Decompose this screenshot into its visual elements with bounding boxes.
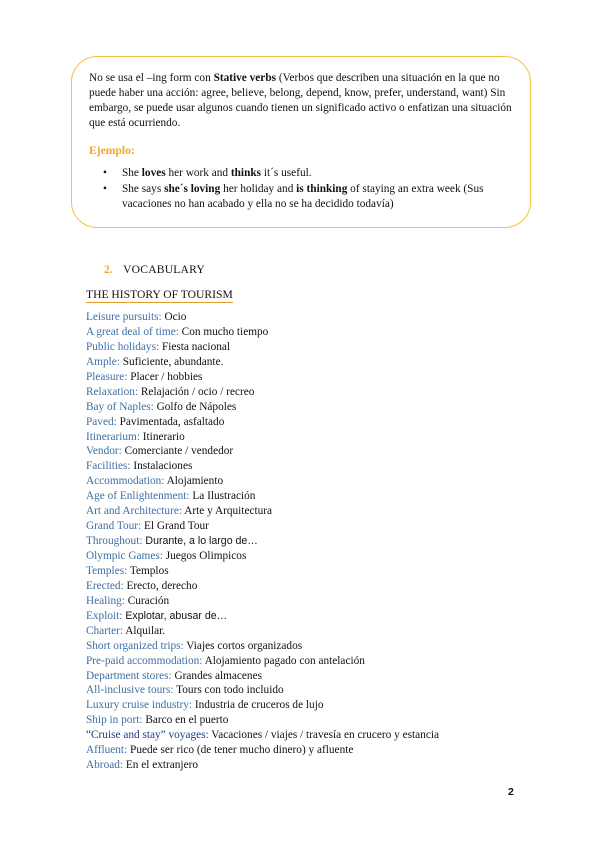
section-title: VOCABULARY xyxy=(123,263,205,276)
note-text-2: (Verbos que describen una situación en la que no puede haber una acción: agree, believe, belong, depend, know, prefer, understand, want) Sin embargo, se puede usar algunos cuando tienen un significado activo o enfatizan una situación que está ocurriendo. xyxy=(89,72,512,129)
vocabulary-term: Paved: xyxy=(86,415,117,428)
stative-verbs-term: Stative verbs xyxy=(213,72,276,84)
ex1-bold-d: thinks xyxy=(230,167,262,179)
vocabulary-term: Relaxation: xyxy=(86,385,139,398)
vocabulary-term: Abroad: xyxy=(86,759,124,772)
vocabulary-term: Ample: xyxy=(86,355,120,368)
note-text-1: No se usa el –ing form con xyxy=(89,72,214,84)
vocabulary-definition: Puede ser rico (de tener mucho dinero) y afluente xyxy=(127,744,354,757)
section-heading xyxy=(104,263,205,276)
vocabulary-definition: Industria de cruceros de lujo xyxy=(192,699,324,712)
vocabulary-term: Age of Enlightenment: xyxy=(86,490,190,503)
vocabulary-item xyxy=(86,728,439,743)
vocabulary-definition: Alquilar. xyxy=(123,624,166,637)
vocabulary-term: Exploit: xyxy=(86,609,123,622)
vocabulary-term: Leisure pursuits: xyxy=(86,311,162,323)
vocabulary-term: “Cruise and stay” voyages: xyxy=(86,729,209,742)
vocabulary-item xyxy=(86,594,439,609)
vocabulary-term: Ship in port: xyxy=(86,714,143,727)
vocabulary-term: Vendor: xyxy=(86,445,122,458)
vocabulary-item xyxy=(86,400,439,415)
vocabulary-definition: Barco en el puerto xyxy=(142,714,229,727)
bullet-icon: • xyxy=(103,167,107,179)
vocabulary-item xyxy=(86,325,439,340)
vocabulary-definition: Con mucho tiempo xyxy=(178,325,269,338)
example-item xyxy=(89,182,516,212)
vocabulary-definition: Juegos Olimpicos xyxy=(162,550,247,562)
vocabulary-item xyxy=(86,624,439,639)
vocabulary-term: All-inclusive tours: xyxy=(86,684,174,697)
ex1-text-a: She xyxy=(122,167,142,179)
vocabulary-definition: Arte y Arquitectura xyxy=(182,505,273,518)
vocabulary-item xyxy=(86,549,439,564)
vocabulary-item xyxy=(86,639,439,654)
vocabulary-item xyxy=(86,519,439,534)
vocabulary-definition: La Ilustración xyxy=(189,490,256,503)
vocabulary-definition: Viajes cortos organizados xyxy=(183,639,303,652)
vocabulary-definition: El Grand Tour xyxy=(141,520,209,533)
vocabulary-item xyxy=(86,683,439,698)
stative-verbs-note xyxy=(71,56,531,228)
vocabulary-item xyxy=(86,579,439,594)
vocabulary-definition: Grandes almacenes xyxy=(171,669,262,682)
vocabulary-definition: Curación xyxy=(124,594,170,607)
vocabulary-item xyxy=(86,415,439,430)
vocabulary-item xyxy=(86,743,439,758)
vocabulary-item xyxy=(86,444,439,459)
vocabulary-definition: Explotar, abusar de… xyxy=(122,609,228,622)
vocabulary-definition: Alojamiento pagado con antelación xyxy=(202,654,365,667)
vocabulary-term: Pre-paid accommodation: xyxy=(86,654,203,667)
vocabulary-term: Public holidays: xyxy=(86,340,160,353)
ex2-text-c: her holiday and xyxy=(220,183,297,195)
vocabulary-term: Affluent: xyxy=(86,744,128,757)
ex1-text-e: it´s useful. xyxy=(261,167,312,179)
vocabulary-definition: Tours con todo incluido xyxy=(173,684,284,697)
vocabulary-item xyxy=(86,430,439,445)
vocabulary-term: Pleasure: xyxy=(86,370,128,383)
vocabulary-term: Itinerarium: xyxy=(86,430,140,443)
vocabulary-definition: Erecto, derecho xyxy=(123,579,198,592)
vocabulary-item xyxy=(86,609,439,624)
vocabulary-item xyxy=(86,459,439,474)
vocabulary-definition: Golfo de Nápoles xyxy=(153,400,237,413)
note-paragraph xyxy=(89,71,516,131)
vocabulary-item xyxy=(86,713,439,728)
vocabulary-term: Healing: xyxy=(86,594,125,607)
vocabulary-definition: Alojamiento xyxy=(164,475,224,488)
vocabulary-definition: Pavimentada, asfaltado xyxy=(116,415,225,428)
vocabulary-item xyxy=(86,474,439,489)
vocabulary-term: Art and Architecture: xyxy=(86,505,182,518)
example-item xyxy=(89,166,516,181)
vocabulary-definition: Templos xyxy=(127,564,169,577)
vocabulary-term: Accommodation: xyxy=(86,475,165,488)
vocabulary-term: Department stores: xyxy=(86,669,172,682)
vocabulary-term: Temples: xyxy=(86,564,128,577)
ex2-text-a: She says xyxy=(122,183,165,195)
vocabulary-term: Throughout: xyxy=(86,535,143,548)
vocabulary-item xyxy=(86,355,439,370)
vocabulary-item xyxy=(86,698,439,713)
vocabulary-definition: Placer / hobbies xyxy=(127,370,203,383)
vocabulary-subtitle: THE HISTORY OF TOURISM xyxy=(86,288,233,301)
page-number: 2 xyxy=(508,786,514,798)
vocabulary-term: Luxury cruise industry: xyxy=(86,699,193,712)
vocabulary-definition: Suficiente, abundante. xyxy=(119,355,224,368)
vocabulary-definition: En el extranjero xyxy=(123,759,198,772)
vocabulary-item xyxy=(86,370,439,385)
vocabulary-item xyxy=(86,534,439,549)
vocabulary-term: Grand Tour: xyxy=(86,520,142,533)
ex1-bold-b: loves xyxy=(141,167,166,179)
vocabulary-item xyxy=(86,669,439,684)
ex2-text-e: of staying an extra week (Sus vacaciones no han acabado y ella no se ha decidido todavía) xyxy=(122,183,484,210)
vocabulary-definition: Relajación / ocio / recreo xyxy=(138,385,255,398)
ex2-bold-b: she´s loving xyxy=(164,183,221,195)
vocabulary-definition: Durante, a lo largo de… xyxy=(142,535,258,548)
vocabulary-definition: Itinerario xyxy=(139,430,185,443)
vocabulary-item xyxy=(86,504,439,519)
vocabulary-item xyxy=(86,340,439,355)
vocabulary-item xyxy=(86,310,439,325)
vocabulary-item xyxy=(86,654,439,669)
vocabulary-definition: Instalaciones xyxy=(130,460,193,473)
vocabulary-term: A great deal of time: xyxy=(86,325,179,338)
vocabulary-definition: Comerciante / vendedor xyxy=(121,445,234,458)
example-title: Ejemplo: xyxy=(89,144,135,157)
vocabulary-item xyxy=(86,564,439,579)
vocabulary-term: Short organized trips: xyxy=(86,639,184,652)
ex1-text-c: her work and xyxy=(165,167,231,179)
vocabulary-term: Erected: xyxy=(86,579,124,592)
vocabulary-item xyxy=(86,385,439,400)
section-number: 2. xyxy=(104,263,114,276)
vocabulary-definition: Fiesta nacional xyxy=(159,340,231,353)
vocabulary-item xyxy=(86,758,439,773)
vocabulary-definition: Vacaciones / viajes / travesía en crucero y estancia xyxy=(208,729,439,742)
vocabulary-term: Facilities: xyxy=(86,460,131,473)
example-list xyxy=(89,166,516,212)
vocabulary-term: Bay of Naples: xyxy=(86,400,154,413)
vocabulary-list xyxy=(86,310,439,773)
ex2-bold-d: is thinking xyxy=(296,183,348,195)
vocabulary-definition: Ocio xyxy=(161,311,187,323)
vocabulary-term: Charter: xyxy=(86,624,124,637)
vocabulary-item xyxy=(86,489,439,504)
bullet-icon: • xyxy=(103,183,107,195)
vocabulary-term: Olympic Games: xyxy=(86,550,163,562)
